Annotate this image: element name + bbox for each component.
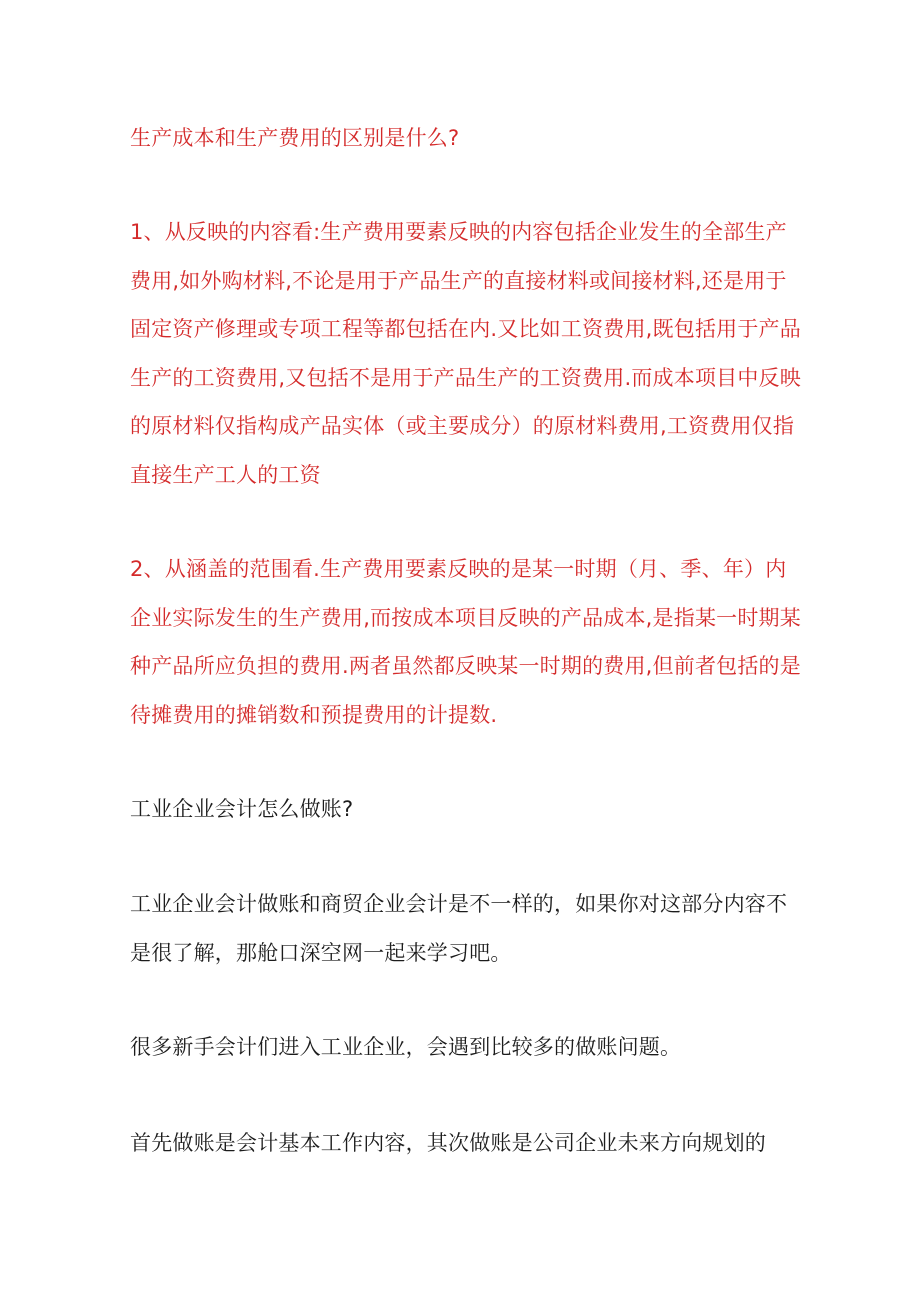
answer-paragraph-1: 1、从反映的内容看:生产费用要素反映的内容包括企业发生的全部生产费用,如外购材料,不论是用于产品生产的直接材料或间接材料,还是用于固定资产修理或专项工程等都包括在内.又比如工资费用,既包括用于产品生产的工资费用,又包括不是用于产品生产的工资费用.而成本项目中反映的原材料仅指构成产品实体（或主要成分）的原材料费用,工资费用仅指直接生产工人的工资 bbox=[130, 220, 801, 487]
body-paragraph-first: 首先做账是会计基本工作内容，其次做账是公司企业未来方向规划的 bbox=[130, 1131, 766, 1155]
intro-paragraph: 工业企业会计做账和商贸企业会计是不一样的，如果你对这部分内容不是很了解，那舱口深空网一起来学习吧。 bbox=[130, 892, 788, 965]
body-paragraph-novice: 很多新手会计们进入工业企业，会遇到比较多的做账问题。 bbox=[130, 1035, 682, 1059]
question-heading-cost-vs-expense: 生产成本和生产费用的区别是什么? bbox=[130, 126, 460, 150]
question-heading-bookkeeping: 工业企业会计怎么做账? bbox=[130, 797, 354, 821]
answer-paragraph-2: 2、从涵盖的范围看.生产费用要素反映的是某一时期（月、季、年）内企业实际发生的生产费用,而按成本项目反映的产品成本,是指某一时期某种产品所应负担的费用.两者虽然都反映某一时期的费用,但前者包括的是待摊费用的摊销数和预提费用的计提数. bbox=[130, 557, 801, 727]
